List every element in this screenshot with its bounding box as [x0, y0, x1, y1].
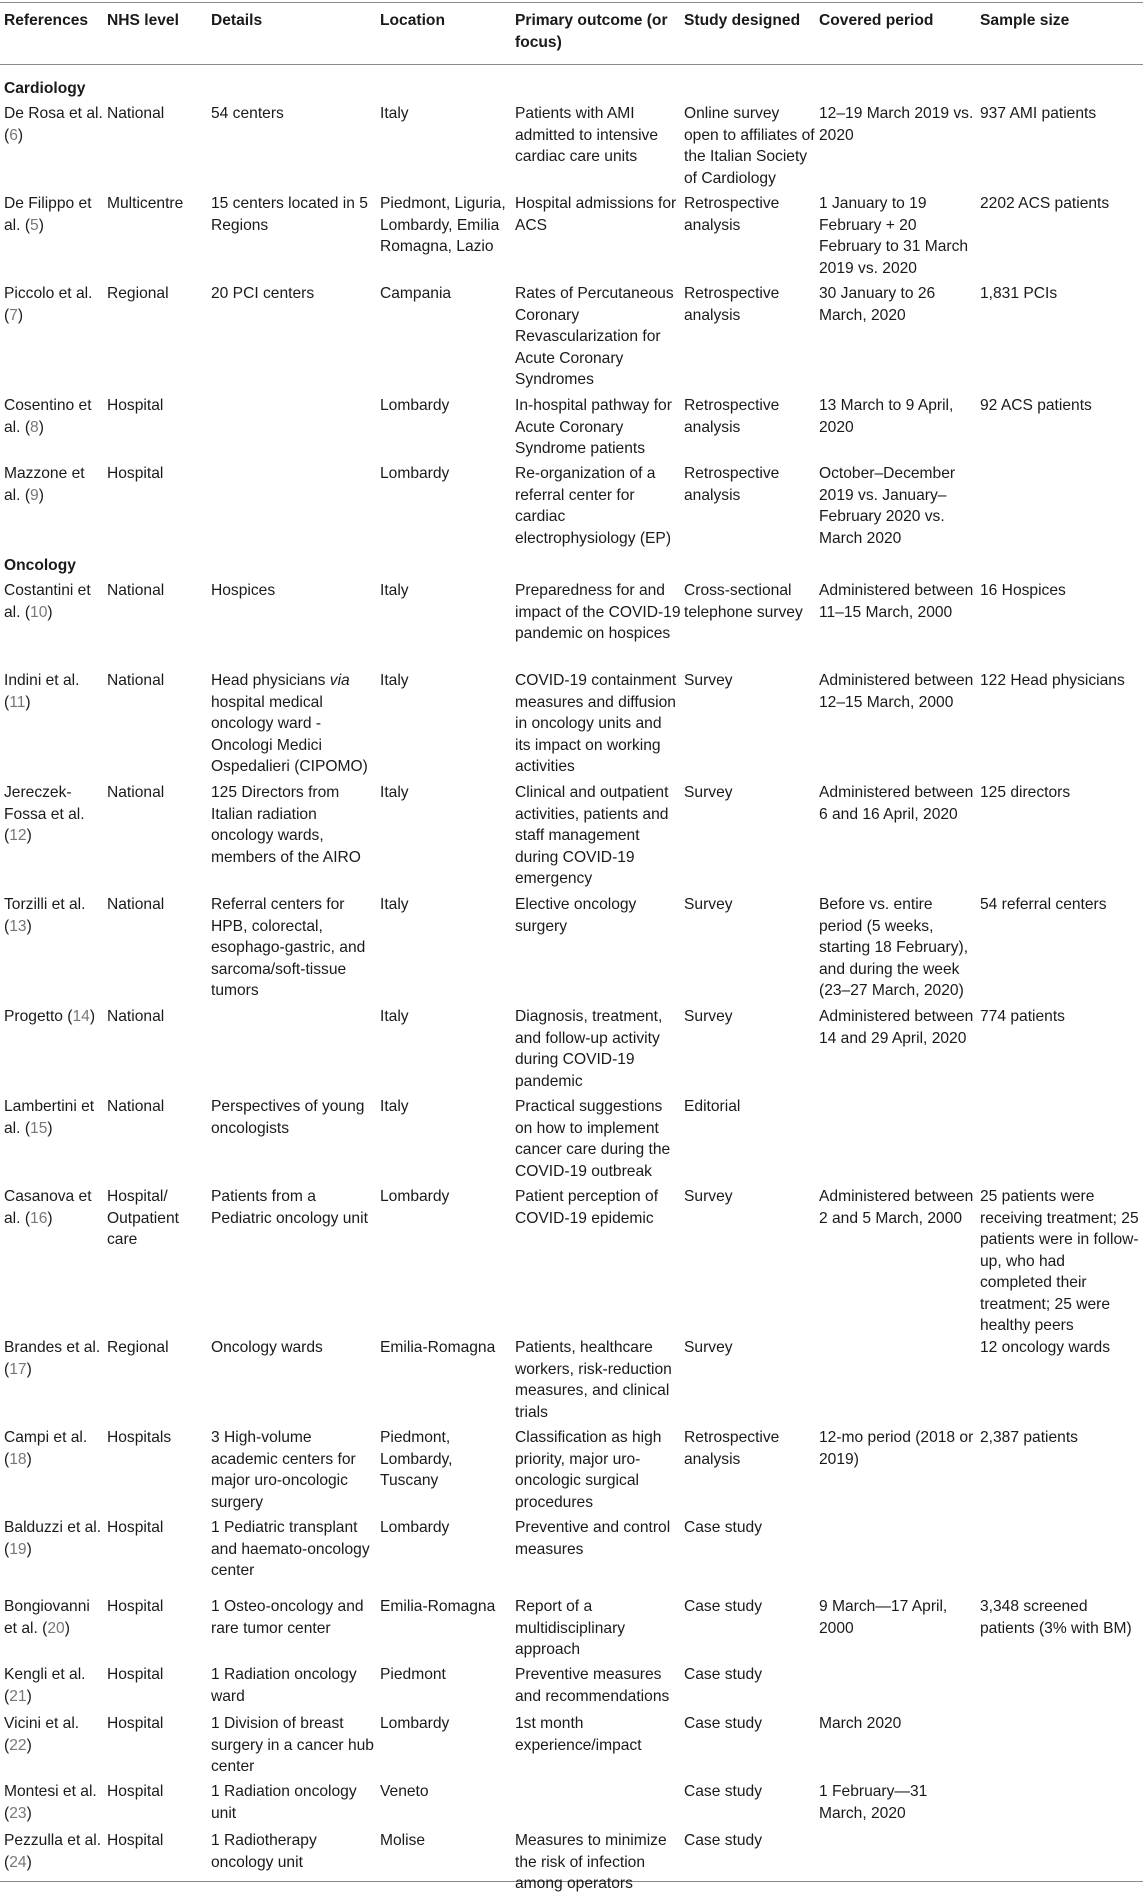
reference-citation-link[interactable]: 20 — [47, 1619, 65, 1637]
column-header-location: Location — [380, 12, 445, 29]
cell-nhs-level: Hospital — [107, 1715, 164, 1732]
cell-primary-outcome: Re-organization of a referral center for cardiac electrophysiology (EP) — [515, 465, 672, 547]
cell-primary-outcome: Classification as high priority, major uro-oncologic surgical procedures — [515, 1429, 662, 1511]
cell-location: Emilia-Romagna — [380, 1598, 496, 1615]
reference-author: Costantini et al. — [4, 582, 91, 621]
cell-reference: Brandes et al. (17) — [4, 1339, 101, 1378]
column-header-nhs-level: NHS level — [107, 12, 179, 29]
cell-nhs-level: National — [107, 672, 165, 689]
cell-covered-period: 13 March to 9 April, 2020 — [819, 397, 954, 436]
cell-nhs-level: Hospital/ Outpatient care — [107, 1188, 179, 1248]
cell-sample-size: 54 referral centers — [980, 896, 1107, 913]
cell-study-design: Retrospective analysis — [684, 465, 780, 504]
cell-location: Piedmont — [380, 1666, 446, 1683]
cell-reference: Lambertini et al. (15) — [4, 1098, 95, 1137]
reference-citation-link[interactable]: 19 — [9, 1540, 27, 1558]
reference-citation-link[interactable]: 22 — [9, 1736, 27, 1754]
cell-location: Lombardy — [380, 465, 450, 482]
cell-reference: Campi et al. (18) — [4, 1429, 88, 1468]
cell-primary-outcome: Clinical and outpatient activities, patients and staff management during COVID-19 emergency — [515, 784, 669, 887]
reference-author: Cosentino et al. — [4, 397, 92, 436]
reference-author: Torzilli et al. — [4, 896, 86, 913]
cell-covered-period: October–December 2019 vs. January–February 2020 vs. March 2020 — [819, 465, 956, 547]
cell-sample-size: 3,348 screened patients (3% with BM) — [980, 1598, 1132, 1637]
cell-location: Italy — [380, 784, 409, 801]
cell-primary-outcome: 1st month experience/impact — [515, 1715, 642, 1754]
column-header-covered-period: Covered period — [819, 12, 934, 29]
reference-citation-link[interactable]: 13 — [9, 917, 27, 935]
cell-reference: De Rosa et al. (6) — [4, 105, 103, 144]
cell-nhs-level: Multicentre — [107, 195, 184, 212]
cell-details: 1 Radiation oncology ward — [211, 1666, 357, 1705]
cell-details: 1 Division of breast surgery in a cancer hub center — [211, 1715, 374, 1775]
cell-nhs-level: Regional — [107, 1339, 169, 1356]
cell-sample-size: 937 AMI patients — [980, 105, 1097, 122]
cell-reference: Bongiovanni et al. (20) — [4, 1598, 90, 1637]
cell-study-design: Retrospective analysis — [684, 195, 780, 234]
cell-sample-size: 16 Hospices — [980, 582, 1066, 599]
cell-reference: Progetto (14) — [4, 1008, 96, 1025]
reference-author: Mazzone et al. — [4, 465, 85, 504]
cell-location: Piedmont, Lombardy, Tuscany — [380, 1429, 453, 1489]
reference-author: Casanova et al. — [4, 1188, 92, 1227]
cell-study-design: Online survey open to affiliates of the Italian Society of Cardiology — [684, 105, 815, 187]
cell-sample-size: 1,831 PCIs — [980, 285, 1058, 302]
reference-citation-link[interactable]: 6 — [9, 126, 18, 144]
cell-location: Lombardy — [380, 1519, 450, 1536]
reference-citation-link[interactable]: 15 — [30, 1119, 48, 1137]
cell-details: 1 Osteo-oncology and rare tumor center — [211, 1598, 364, 1637]
reference-citation-link[interactable]: 17 — [9, 1360, 27, 1378]
cell-covered-period: 1 January to 19 February + 20 February to 31 March 2019 vs. 2020 — [819, 195, 969, 277]
details-emphasis: via — [329, 672, 350, 689]
cell-sample-size: 2,387 patients — [980, 1429, 1078, 1446]
reference-author: Balduzzi et al. — [4, 1519, 102, 1536]
cell-nhs-level: Hospital — [107, 1519, 164, 1536]
reference-citation-link[interactable]: 24 — [9, 1853, 27, 1871]
reference-citation-link[interactable]: 23 — [9, 1804, 27, 1822]
reference-citation-link[interactable]: 10 — [30, 603, 48, 621]
cell-study-design: Survey — [684, 896, 733, 913]
cell-study-design: Survey — [684, 672, 733, 689]
cell-covered-period: 30 January to 26 March, 2020 — [819, 285, 936, 324]
cell-reference: Cosentino et al. (8) — [4, 397, 92, 436]
reference-author: Pezzulla et al. — [4, 1832, 102, 1849]
cell-study-design: Retrospective analysis — [684, 397, 780, 436]
cell-covered-period: Administered between 12–15 March, 2000 — [819, 672, 974, 711]
cell-nhs-level: National — [107, 1098, 165, 1115]
cell-reference: Pezzulla et al. (24) — [4, 1832, 102, 1871]
cell-primary-outcome: Diagnosis, treatment, and follow-up activity during COVID-19 pandemic — [515, 1008, 663, 1090]
cell-sample-size: 2202 ACS patients — [980, 195, 1110, 212]
cell-reference: Jereczek-Fossa et al. (12) — [4, 784, 85, 844]
cell-covered-period: 12–19 March 2019 vs. 2020 — [819, 105, 974, 144]
cell-primary-outcome: Patients with AMI admitted to intensive cardiac care units — [515, 105, 659, 165]
cell-covered-period: Administered between 11–15 March, 2000 — [819, 582, 974, 621]
reference-citation-link[interactable]: 14 — [72, 1008, 90, 1025]
cell-study-design: Cross-sectional telephone survey — [684, 582, 803, 621]
cell-reference: Vicini et al. (22) — [4, 1715, 80, 1754]
cell-covered-period: Administered between 14 and 29 April, 2020 — [819, 1008, 974, 1047]
cell-location: Italy — [380, 105, 409, 122]
reference-citation-link[interactable]: 16 — [30, 1209, 48, 1227]
cell-reference: Piccolo et al. (7) — [4, 285, 93, 324]
details-text: Head physicians — [211, 672, 330, 689]
cell-details: 1 Radiotherapy oncology unit — [211, 1832, 317, 1871]
cell-location: Italy — [380, 1098, 409, 1115]
cell-location: Italy — [380, 582, 409, 599]
cell-location: Molise — [380, 1832, 426, 1849]
cell-study-design: Case study — [684, 1783, 763, 1800]
cell-nhs-level: National — [107, 582, 165, 599]
reference-author: Bongiovanni et al. — [4, 1598, 90, 1637]
cell-study-design: Case study — [684, 1519, 763, 1536]
cell-study-design: Survey — [684, 1188, 733, 1205]
cell-location: Lombardy — [380, 1188, 450, 1205]
reference-citation-link[interactable]: 11 — [9, 693, 26, 711]
cell-sample-size: 122 Head physicians — [980, 672, 1125, 689]
section-title-cardiology: Cardiology — [4, 80, 86, 97]
cell-primary-outcome: In-hospital pathway for Acute Coronary Syndrome patients — [515, 397, 672, 457]
cell-details: Perspectives of young oncologists — [211, 1098, 365, 1137]
reference-citation-link[interactable]: 7 — [9, 306, 18, 324]
cell-primary-outcome: Elective oncology surgery — [515, 896, 637, 935]
reference-author: Vicini et al. — [4, 1715, 80, 1732]
cell-details: Referral centers for HPB, colorectal, esophago-gastric, and sarcoma/soft-tissue tumors — [211, 896, 366, 999]
reference-author: Progetto — [4, 1008, 63, 1025]
cell-covered-period: 1 February—31 March, 2020 — [819, 1783, 928, 1822]
cell-location: Italy — [380, 672, 409, 689]
cell-location: Veneto — [380, 1783, 429, 1800]
reference-author: Jereczek-Fossa et al. — [4, 784, 85, 823]
cell-covered-period: 9 March—17 April, 2000 — [819, 1598, 948, 1637]
reference-citation-link[interactable]: 12 — [9, 827, 27, 844]
cell-primary-outcome: COVID-19 containment measures and diffusion in oncology units and its impact on working activities — [515, 672, 677, 775]
cell-reference: Casanova et al. (16) — [4, 1188, 92, 1227]
cell-study-design: Retrospective analysis — [684, 1429, 780, 1468]
reference-author: Brandes et al. — [4, 1339, 101, 1356]
reference-author: Indini et al. — [4, 672, 80, 689]
reference-citation-link[interactable]: 21 — [9, 1687, 27, 1705]
cell-location: Campania — [380, 285, 452, 302]
cell-sample-size: 12 oncology wards — [980, 1339, 1111, 1356]
cell-reference: Torzilli et al. (13) — [4, 896, 86, 935]
cell-study-design: Survey — [684, 1339, 733, 1356]
cell-details: 20 PCI centers — [211, 285, 315, 302]
cell-primary-outcome: Preparedness for and impact of the COVID-19 pandemic on hospices — [515, 582, 681, 642]
cell-primary-outcome: Preventive measures and recommendations — [515, 1666, 670, 1705]
cell-nhs-level: Hospital — [107, 397, 164, 414]
cell-reference: De Filippo et al. (5) — [4, 195, 92, 234]
cell-covered-period: Administered between 2 and 5 March, 2000 — [819, 1188, 974, 1227]
cell-nhs-level: Hospital — [107, 1666, 164, 1683]
cell-details: Oncology wards — [211, 1339, 323, 1356]
cell-nhs-level: National — [107, 784, 165, 801]
cell-covered-period: Before vs. entire period (5 weeks, starting 18 February), and during the week (23–27 March, 2020) — [819, 896, 969, 999]
cell-nhs-level: Hospital — [107, 1832, 164, 1849]
cell-sample-size: 125 directors — [980, 784, 1071, 801]
cell-details: Hospices — [211, 582, 276, 599]
cell-study-design: Case study — [684, 1715, 763, 1732]
cell-study-design: Survey — [684, 1008, 733, 1025]
cell-nhs-level: Hospital — [107, 1783, 164, 1800]
cell-study-design: Case study — [684, 1832, 763, 1849]
cell-details: 1 Pediatric transplant and haemato-oncology center — [211, 1519, 370, 1579]
details-text: hospital medical oncology ward -Oncologi Medici Ospedalieri (CIPOMO) — [211, 693, 368, 775]
column-header-reference: References — [4, 12, 89, 29]
table-top-rule — [0, 2, 1143, 3]
cell-covered-period: March 2020 — [819, 1715, 902, 1732]
cell-details: 125 Directors from Italian radiation oncology wards, members of the AIRO — [211, 784, 361, 866]
reference-author: Piccolo et al. — [4, 285, 93, 302]
section-title-oncology: Oncology — [4, 557, 76, 574]
cell-primary-outcome: Measures to minimize the risk of infection among operators — [515, 1832, 667, 1892]
cell-primary-outcome: Patients, healthcare workers, risk-reduction measures, and clinical trials — [515, 1339, 672, 1421]
cell-location: Lombardy — [380, 397, 450, 414]
reference-citation-link[interactable]: 5 — [30, 216, 39, 234]
cell-location: Italy — [380, 1008, 409, 1025]
cell-location: Italy — [380, 896, 409, 913]
cell-primary-outcome: Patient perception of COVID-19 epidemic — [515, 1188, 659, 1227]
cell-details: 3 High-volume academic centers for major uro-oncologic surgery — [211, 1429, 356, 1511]
cell-details: 15 centers located in 5 Regions — [211, 195, 368, 234]
cell-primary-outcome: Hospital admissions for ACS — [515, 195, 677, 234]
cell-location: Lombardy — [380, 1715, 450, 1732]
cell-nhs-level: Hospital — [107, 465, 164, 482]
cell-reference: Montesi et al. (23) — [4, 1783, 97, 1822]
cell-reference: Costantini et al. (10) — [4, 582, 91, 621]
cell-location: Emilia-Romagna — [380, 1339, 496, 1356]
cell-nhs-level: Regional — [107, 285, 169, 302]
cell-nhs-level: National — [107, 896, 165, 913]
cell-covered-period: Administered between 6 and 16 April, 2020 — [819, 784, 974, 823]
cell-covered-period: 12-mo period (2018 or 2019) — [819, 1429, 974, 1468]
cell-sample-size: 774 patients — [980, 1008, 1065, 1025]
cell-location: Piedmont, Liguria, Lombardy, Emilia Romagna, Lazio — [380, 195, 506, 255]
cell-sample-size: 92 ACS patients — [980, 397, 1092, 414]
cell-sample-size: 25 patients were receiving treatment; 25 patients were in follow-up, who had completed their treatment; 25 were healthy peers — [980, 1188, 1139, 1334]
reference-author: Montesi et al. — [4, 1783, 97, 1800]
cell-study-design: Case study — [684, 1666, 763, 1683]
reference-author: De Rosa et al. — [4, 105, 103, 122]
reference-citation-link[interactable]: 9 — [30, 486, 39, 504]
cell-primary-outcome: Practical suggestions on how to implement cancer care during the COVID-19 outbreak — [515, 1098, 671, 1180]
cell-details — [211, 670, 376, 778]
reference-author: Lambertini et al. — [4, 1098, 95, 1137]
cell-primary-outcome: Report of a multidisciplinary approach — [515, 1598, 626, 1658]
table-header-rule — [0, 64, 1143, 65]
cell-reference: Indini et al. (11) — [4, 672, 80, 711]
cell-reference: Balduzzi et al. (19) — [4, 1519, 102, 1558]
cell-primary-outcome: Preventive and control measures — [515, 1519, 671, 1558]
cell-nhs-level: Hospitals — [107, 1429, 172, 1446]
cell-reference: Kengli et al. (21) — [4, 1666, 86, 1705]
cell-nhs-level: Hospital — [107, 1598, 164, 1615]
reference-citation-link[interactable]: 18 — [9, 1450, 27, 1468]
reference-author: Campi et al. — [4, 1429, 88, 1446]
reference-citation-link[interactable]: 8 — [30, 418, 39, 436]
cell-study-design: Case study — [684, 1598, 763, 1615]
cell-primary-outcome: Rates of Percutaneous Coronary Revascularization for Acute Coronary Syndromes — [515, 285, 674, 388]
cell-study-design: Survey — [684, 784, 733, 801]
cell-details: Patients from a Pediatric oncology unit — [211, 1188, 368, 1227]
column-header-study-design: Study designed — [684, 12, 801, 29]
cell-study-design: Editorial — [684, 1098, 741, 1115]
column-header-details: Details — [211, 12, 263, 29]
cell-study-design: Retrospective analysis — [684, 285, 780, 324]
cell-nhs-level: National — [107, 1008, 165, 1025]
cell-reference: Mazzone et al. (9) — [4, 465, 85, 504]
column-header-primary-outcome: Primary outcome (or focus) — [515, 12, 668, 51]
column-header-sample-size: Sample size — [980, 12, 1070, 29]
cell-nhs-level: National — [107, 105, 165, 122]
cell-details: 1 Radiation oncology unit — [211, 1783, 357, 1822]
cell-details: 54 centers — [211, 105, 284, 122]
reference-author: Kengli et al. — [4, 1666, 86, 1683]
reference-author: De Filippo et al. — [4, 195, 92, 234]
